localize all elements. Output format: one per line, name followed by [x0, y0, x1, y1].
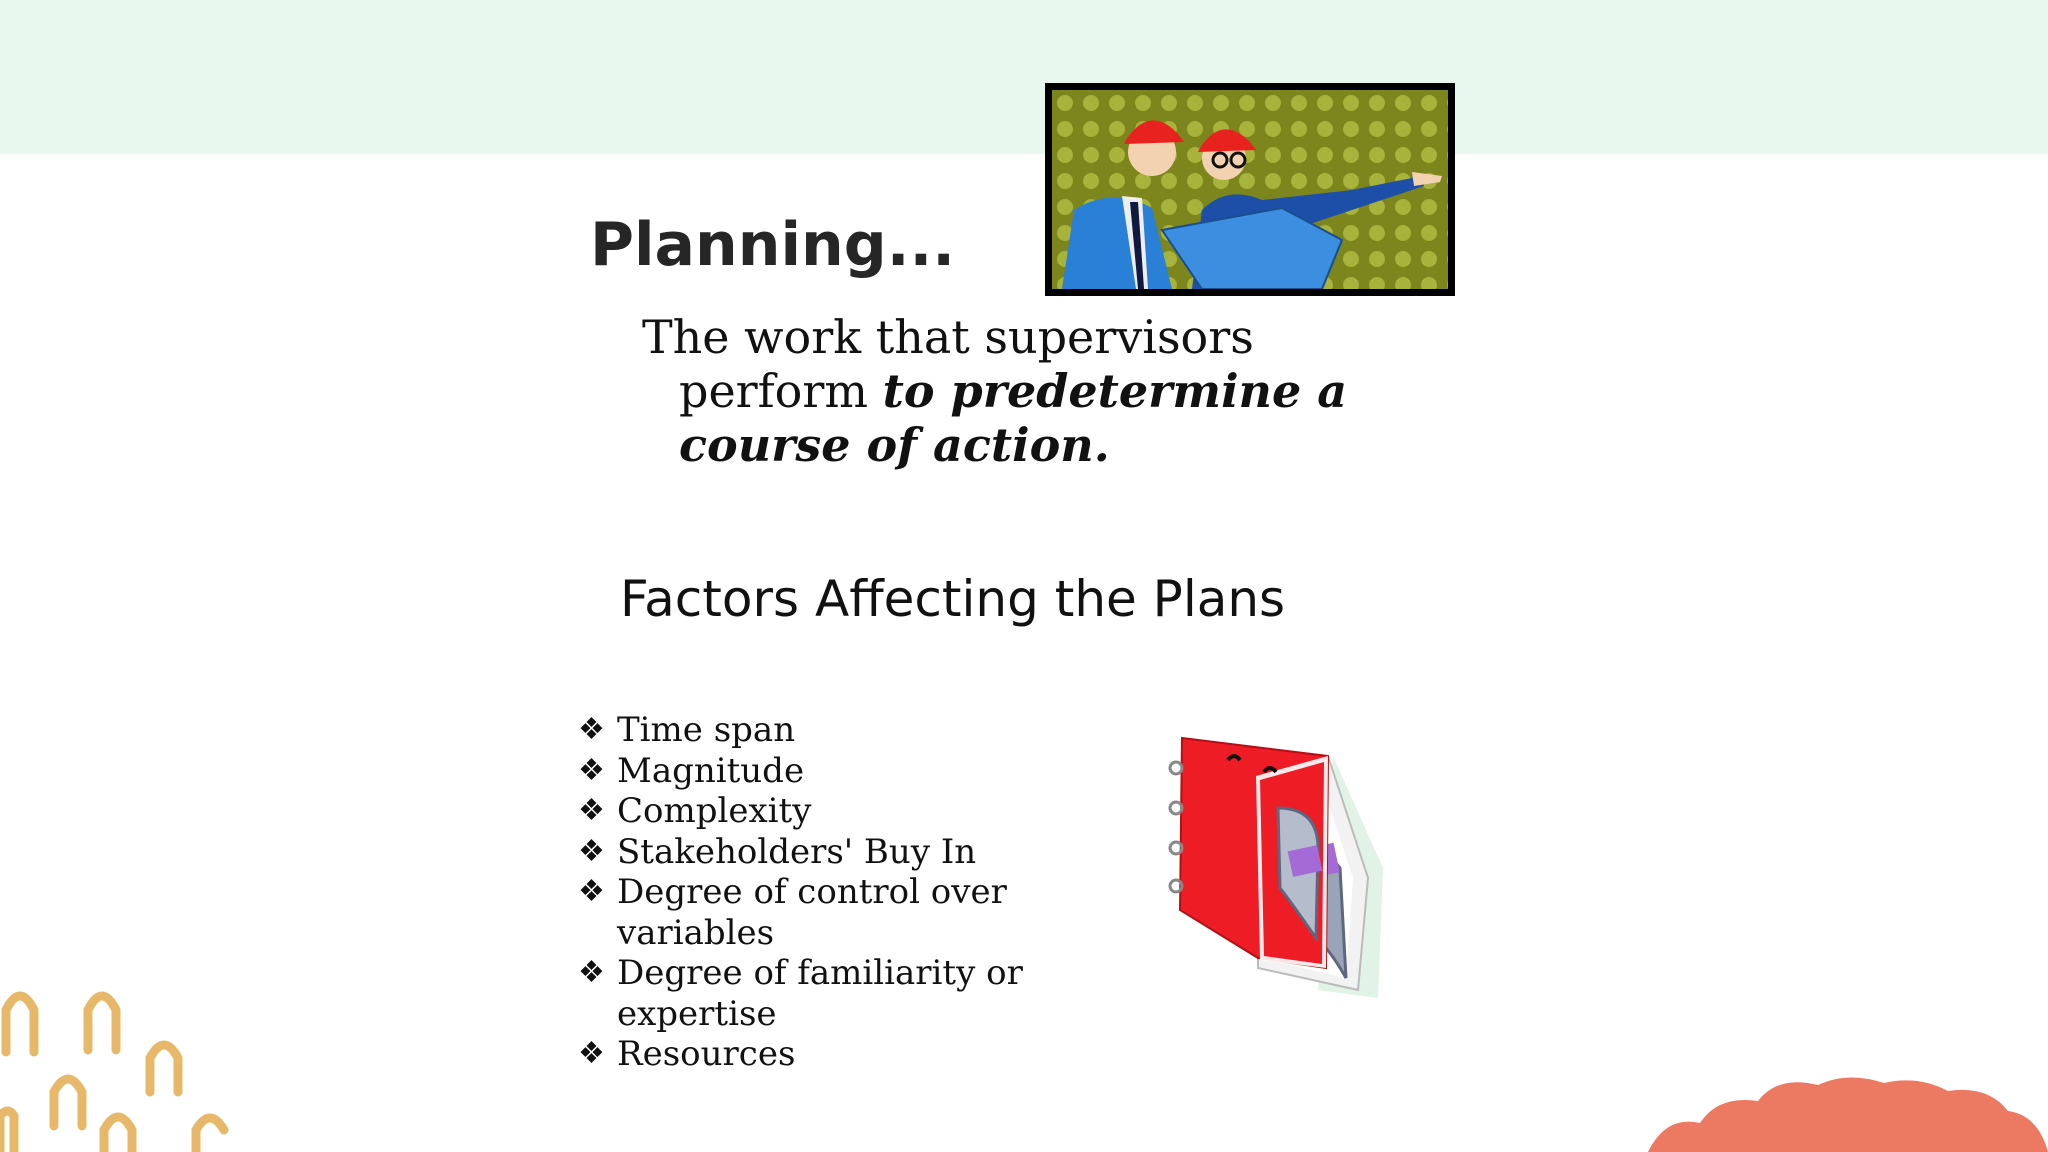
top-band	[0, 0, 2048, 154]
bullet-icon: ❖	[578, 1036, 605, 1071]
factor-label: Degree of familiarity or	[617, 953, 1023, 993]
definition-emphasis-1: to predetermine a	[882, 364, 1348, 418]
factor-label: Degree of control over	[617, 872, 1007, 912]
factor-label-continued: expertise	[617, 993, 777, 1034]
factor-label: Magnitude	[617, 750, 805, 791]
factor-label: Complexity	[617, 791, 812, 831]
factor-label-continued: variables	[617, 912, 775, 953]
list-item	[578, 832, 1098, 873]
definition-plain: perform	[679, 364, 883, 418]
slide-title: Planning...	[590, 210, 956, 280]
factors-heading: Factors Affecting the Plans	[620, 570, 1286, 628]
bullet-icon: ❖	[578, 833, 605, 869]
decorative-loops	[0, 980, 240, 1152]
decorative-blob	[1648, 1075, 2048, 1152]
list-item	[578, 751, 1098, 792]
bullet-icon: ❖	[578, 793, 605, 828]
list-item	[578, 710, 1098, 751]
bullet-icon: ❖	[578, 752, 605, 788]
factor-label: Resources	[617, 1034, 796, 1074]
list-item	[578, 953, 1098, 1034]
supervisors-pointing-illustration	[1045, 83, 1455, 296]
planner-binder-icon	[1168, 728, 1390, 1000]
definition-line-2	[642, 364, 1402, 418]
definition-line-1: The work that supervisors	[642, 310, 1254, 364]
bullet-icon: ❖	[578, 955, 605, 990]
factor-label: Stakeholders' Buy In	[617, 831, 977, 872]
list-item	[578, 872, 1098, 953]
factors-list	[578, 710, 1098, 1075]
bullet-icon: ❖	[578, 874, 605, 909]
list-item	[578, 1034, 1098, 1075]
definition-text	[642, 310, 1402, 472]
bullet-icon: ❖	[578, 712, 605, 747]
supervisors-illustration-icon	[1052, 90, 1448, 289]
factor-label: Time span	[617, 710, 796, 750]
list-item	[578, 791, 1098, 832]
definition-line-3: course of action.	[679, 418, 1110, 472]
